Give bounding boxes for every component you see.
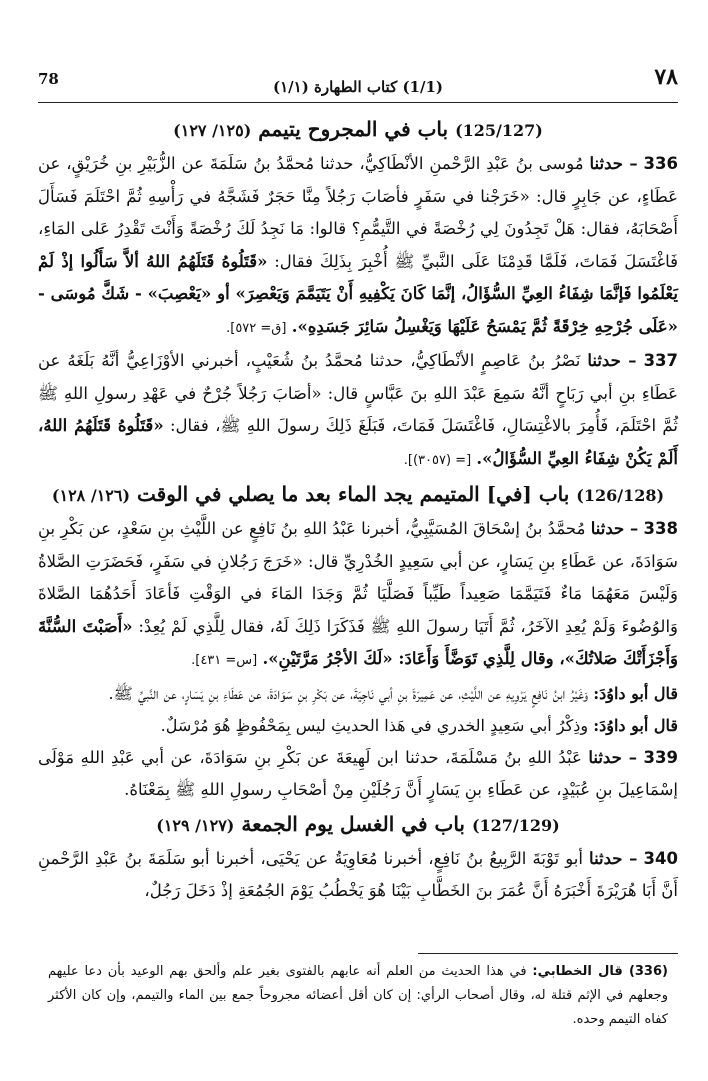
hadith-isnad: نَصْرُ بنُ عَاصِمٍ الأنْطَاكِيُّ، حدثنا مُحمَّدُ بنُ شُعَيْبٍ، أخبرني الأوْزَاعِيُّ أنَّهُ بَلَغَهُ عن عَطَاءِ بنِ أبي رَبَاحٍ أنَّهُ سَمِعَ عَبْدَ اللهِ بنَ عَبَّاسٍ قال:: [38, 351, 679, 403]
hadith-337: [38, 345, 678, 477]
hadith-opening: – حدثنا: [588, 747, 638, 767]
hadith-number: 337: [643, 351, 679, 370]
hadith-text: «خَرَجْنا في سَفَرٍ فأصَابَ رَجُلاً مِنَّا حَجَرٌ فَشَجَّهُ في رَأْسِهِ ثُمَّ احْتَلَمَ فَسَأَلَ أَصْحَابَهُ، فقال: هَلْ تَجِدُونَ لِي رُخْصَةً في التَّيمُّمِ؟ قالوا: مَا نَجِدُ لَكَ رُخْصَةً وَأَنْتَ تَقْدِرُ عَلى المَاءِ، فَاغْتَسَلَ فَمَاتَ، فَلَمَّا قَدِمْنَا عَلَى النَّبيِّ ﷺ أُخْبِرَ بِذَلِكَ فقال:: [38, 186, 678, 271]
chapter-number: (126/128): [576, 486, 665, 505]
chapter-number-alt: (١٢٧/ ١٢٩): [156, 815, 235, 835]
chapter-heading: [38, 809, 678, 841]
footnote: [48, 960, 668, 1032]
hadith-number: 339: [643, 747, 678, 767]
hadith-opening: – حدثنا: [589, 848, 638, 868]
note-text: وذِكْرُ أبي سَعِيدٍ الخدري في هَذا الحديثِ ليس بِمَحْفُوظٍ هُوَ مُرْسَلٌ.: [160, 715, 589, 735]
page-number-arabic: ٧٨: [654, 64, 678, 90]
hadith-339: [38, 742, 678, 807]
chapter-number: (125/127): [455, 121, 543, 140]
hadith-opening: – حدثنا: [590, 519, 639, 538]
hadith-ref: [ق= ٥٧٢].: [226, 320, 287, 336]
footnote-separator: [418, 953, 678, 954]
page-number-latin: 78: [38, 70, 59, 88]
abu-dawud-note: [38, 710, 678, 742]
hadith-338: [38, 513, 678, 678]
hadith-matn: «قَتَلُوهُ قَتَلَهُمُ اللهُ ألاَّ سَأَلُوا إذْ لَمْ يَعْلَمُوا فَإنَّمَا شِفَاءُ العِيِّ السُّؤَالُ، إنَّمَا كَانَ يَكْفِيهِ أَنْ يَتَيَمَّمَ وَيَعْصِرَ» أو «يَعْصِبَ» - شَكَّ مُوسَى - «عَلَى جُرْحِهِ خِرْقَةً ثُمَّ يَمْسَحُ عَلَيْهَا وَيَغْسِلُ سَائِرَ جَسَدِهِ».: [38, 251, 678, 336]
abu-dawud-note: [38, 678, 678, 710]
chapter-number: (127/129): [471, 815, 560, 835]
chapter-heading: [38, 114, 678, 146]
hadith-number: 338: [643, 519, 678, 538]
page-body: [38, 112, 678, 908]
chapter-heading: [38, 479, 678, 511]
hadith-opening: – حدثنا: [589, 154, 638, 173]
hadith-isnad: أبو تَوْبَةَ الرَّبِيعُ بنُ نَافِعٍ، أخبرنا مُعَاوِيَةُ عن يَحْيَى، أخبرنا أبو سَلَمَةَ بنُ عَبْدِ الرَّحْمنِ أَنَّ أَبَا هُرَيْرَةَ أَخْبَرَهُ أَنَّ عُمَرَ بنَ الخَطَّابِ بَيْنَا هُوَ يَخْطُبُ يَوْمَ الجُمُعَةِ إذْ دَخَلَ رَجُلٌ،: [38, 848, 678, 900]
hadith-336: [38, 148, 678, 345]
chapter-title: باب في المجروح يتيمم: [258, 117, 449, 141]
chapter-title: باب في الغسل يوم الجمعة: [241, 811, 465, 836]
page-header: [38, 62, 678, 103]
footnote-label: (336) قال الخطابي:: [532, 964, 668, 979]
chapter-title: باب [في] المتيمم يجد الماء بعد ما يصلي في الوقت: [137, 482, 570, 506]
hadith-isnad: مُوسى بنُ عَبْدِ الرَّحْمنِ الأنْطَاكِيُّ، حدثنا مُحمَّدُ بنُ سَلَمَةَ عن الزُّبَيْرِ بنِ خُرَيْقٍ، عن عَطَاءٍ، عن جَابِرٍ قال:: [38, 154, 678, 206]
note-label: قال أبو داوُدَ:: [593, 715, 678, 735]
hadith-text: «أصَابَ رَجُلاً جُرْحٌ في عَهْدِ رسولِ اللهِ ﷺ ثُمَّ احْتَلَمَ، فَأُمِرَ بالاغْتِسَالِ، فَاغْتَسَلَ فَمَاتَ، فَبَلَغَ ذَلِكَ رسولَ اللهِ ﷺ، فقال:: [38, 383, 679, 435]
note-text: وَغَيْرُ ابنُ نَافِعٍ يَرْوِيهِ عن اللَّيْثِ، عن عَمِيرَةَ بنِ أبي نَاجِيَةَ، عن بَكْرِ بنِ سَوَادَةَ، عن عَطَاءِ بنِ يَسَارٍ، عن النَّبيِّ ﷺ.: [108, 683, 589, 703]
hadith-text: «خَرَجَ رَجُلانِ في سَفَرٍ، فَحَضَرَتِ الصَّلاةُ وَلَيْسَ مَعَهُمَا مَاءٌ فَتَيَمَّمَا صَعِيداً طَيِّباً فَصَلَّيَا ثُمَّ وَجَدَا المَاءَ في الوَقْتِ فَأعَادَ أَحَدُهُمَا الصَّلاةَ وَالوُضُوءَ وَلَمْ يُعِدِ الآخَرُ، ثُمَّ أَتَيَا رسولَ اللهِ ﷺ فَذَكَرَا ذَلِكَ لَهُ، فقال لِلَّذِي لَمْ يُعِدْ:: [38, 551, 678, 636]
hadith-opening: – حدثنا: [587, 351, 637, 370]
hadith-ref: [= (٣٠٥٧)].: [403, 452, 472, 468]
hadith-isnad: مُحمَّدُ بنُ إسْحَاقَ المُسَيَّبِيُّ، أخبرنا عَبْدُ اللهِ بنُ نَافِعٍ عن اللَّيْثِ بنِ سَعْدٍ، عن بَكْرِ بنِ سَوَادَةَ، عن عَطَاءِ بنِ يَسَارٍ، عن أبي سَعِيدٍ الخُدْرِيِّ قال:: [38, 519, 679, 571]
hadith-340: [38, 843, 678, 908]
running-title: (1/1) كتاب الطهارة (١/١): [272, 78, 444, 96]
hadith-matn: «أَصَبْتَ السُّنَّةَ وَأَجْزَأَتْكَ صَلاتُكَ»، وقال لِلَّذِي تَوَضَّأَ وَأَعَادَ: «لَكَ الأجْرُ مَرَّتَيْنِ».: [38, 616, 678, 668]
chapter-number-alt: (١٢٦/ ١٢٨): [51, 486, 131, 505]
hadith-number: 336: [643, 154, 678, 173]
hadith-number: 340: [643, 848, 678, 868]
note-label: قال أبو داوُدَ:: [593, 683, 678, 703]
hadith-ref: [س= ٤٣١].: [191, 653, 258, 668]
chapter-number-alt: (١٢٥/ ١٢٧): [173, 121, 252, 140]
hadith-isnad: عَبْدُ اللهِ بنُ مَسْلَمَةَ، حدثنا ابن لَهِيعَةَ عن بَكْرِ بنِ سَوَادَةَ، عن أبي عَبْدِ اللهِ مَوْلَى إسْمَاعِيلَ بنِ عُبَيْدٍ، عن عَطَاءِ بنِ يَسَارٍ أَنَّ رَجُلَيْنِ مِنْ أصْحَابِ رسولِ اللهِ ﷺ بِمَعْنَاهُ.: [38, 747, 678, 799]
footnote-text: في هذا الحديث من العلم أنه عابهم بالفتوى بغير علم وألحق بهم الوعيد بأن دعا عليهم وجعلهم في الإثم قتلة له، وقال أصحاب الرأي: إن كان أقل أعضائه مجروحاً جمع بين الماء والتيمم، وإن كان الأكثر كفاه التيمم وحده.: [48, 964, 668, 1027]
hadith-matn: «قَتَلُوهُ قَتَلَهُمُ اللهُ، أَلَمْ يَكُنْ شِفَاءُ العِيِّ السُّؤَالُ».: [38, 416, 678, 468]
